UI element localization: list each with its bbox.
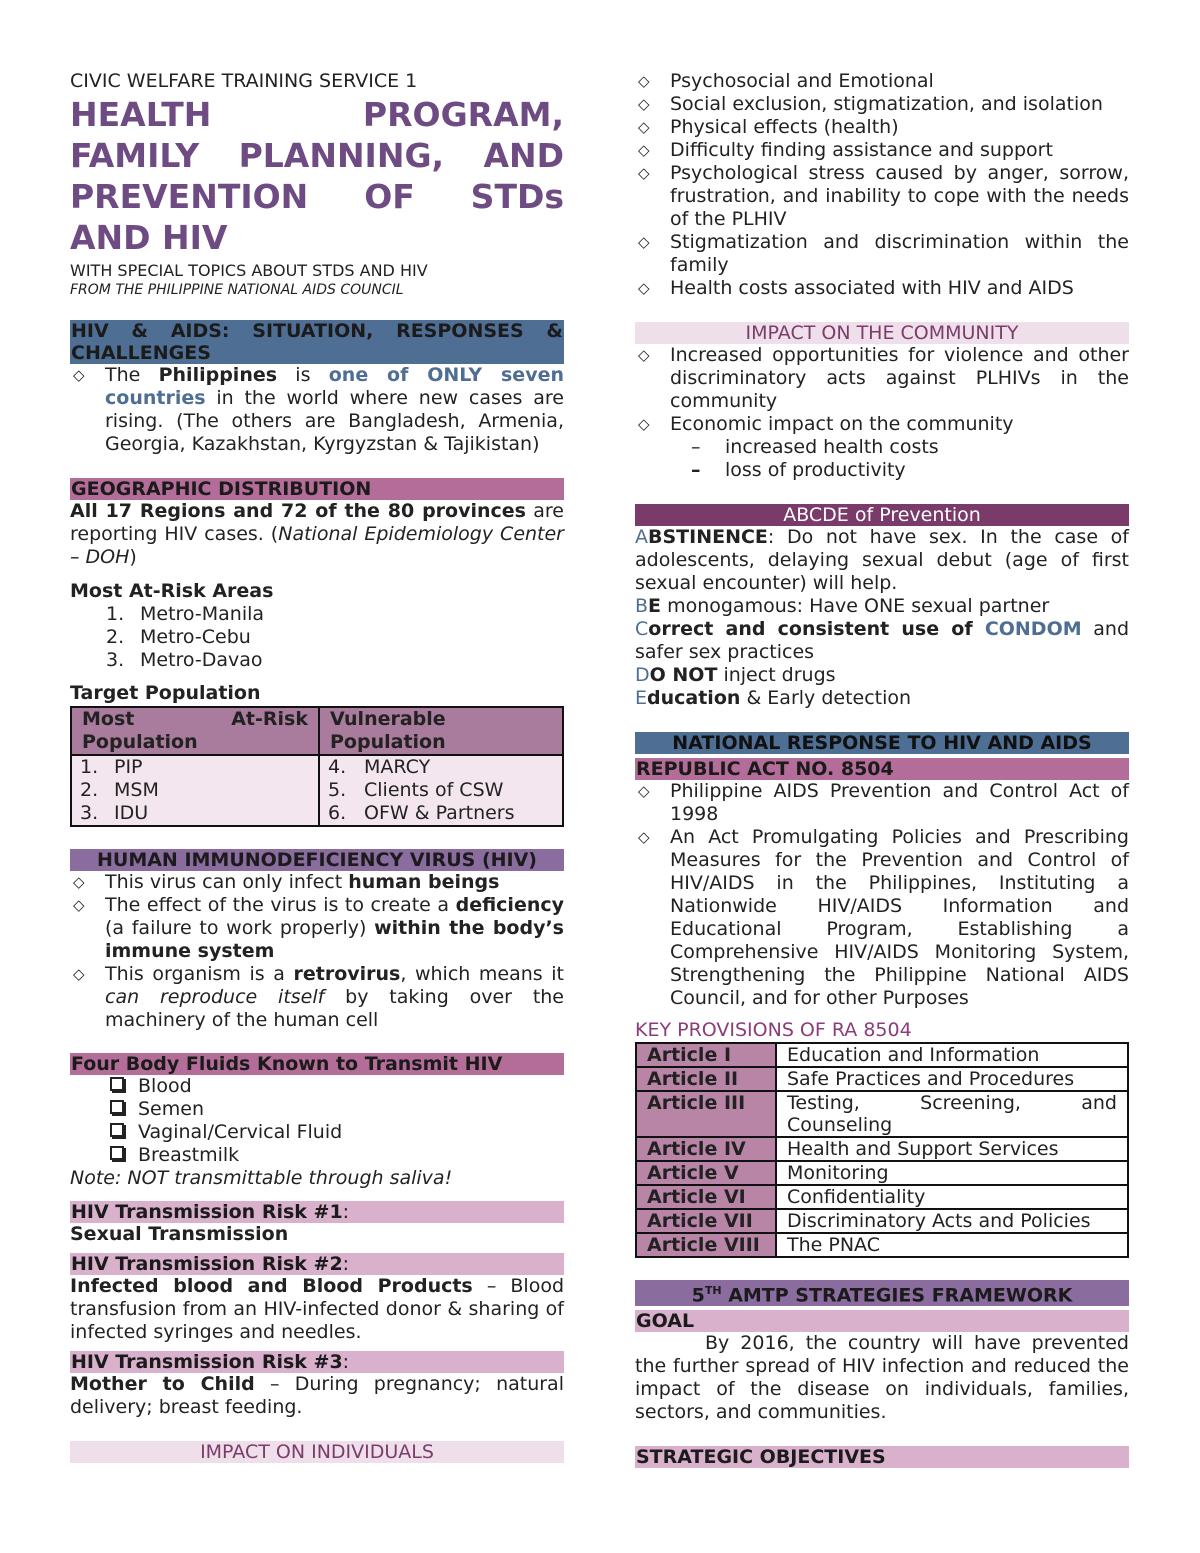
right-column <box>635 70 1129 1468</box>
fluids-note: Note: NOT transmittable through saliva! <box>70 1167 453 1189</box>
diamond-bullet-icon: ◇ <box>638 233 650 251</box>
table-cell: 1. PIP 2. MSM 3. IDU <box>71 755 319 826</box>
diamond-bullet-icon: ◇ <box>638 782 650 800</box>
abcde-do-not: DO NOT inject drugs <box>635 664 836 686</box>
goal-heading: GOAL <box>635 1310 1129 1332</box>
list-item: ◇ Difficulty finding assistance and support <box>638 139 1053 161</box>
table-cell: 4. MARCY 5. Clients of CSW 6. OFW & Partners <box>319 755 563 826</box>
diamond-bullet-icon: ◇ <box>638 72 650 90</box>
list-item: ◇ Increased opportunities for violence and other discriminatory acts against PLHIVs in the community <box>638 344 1129 412</box>
section-heading-impact-community: IMPACT ON THE COMMUNITY <box>635 322 1129 344</box>
section-heading-geo: GEOGRAPHIC DISTRIBUTION <box>70 478 564 500</box>
table-row: Article II Safe Practices and Procedures <box>636 1067 1128 1091</box>
impact-community-sublist <box>635 436 1129 482</box>
list-item: ◇ Psychosocial and Emotional <box>638 70 934 92</box>
diamond-bullet-icon: ◇ <box>73 965 85 983</box>
list-item: ◇ Physical effects (health) <box>638 116 899 138</box>
section-heading-amtp: 5TH AMTP STRATEGIES FRAMEWORK <box>635 1280 1129 1306</box>
section-heading-risk-2: HIV Transmission Risk #2: <box>70 1253 564 1275</box>
section-heading-national: NATIONAL RESPONSE TO HIV AND AIDS <box>635 732 1129 754</box>
target-population-table <box>70 706 564 827</box>
list-item: ◇ Economic impact on the community <box>638 413 1014 435</box>
table-row: Article I Education and Information <box>636 1043 1128 1067</box>
table-row: Article V Monitoring <box>636 1161 1128 1185</box>
section-heading-risk-1: HIV Transmission Risk #1: <box>70 1201 564 1223</box>
abcde-abstinence: ABSTINENCE: Do not have sex. In the case of adolescents, delaying sexual debut (age of first sexual encounter) will help. <box>635 526 1129 594</box>
impact-individuals-list <box>635 70 1129 300</box>
diamond-bullet-icon: ◇ <box>73 873 85 891</box>
list-item: ◇ The effect of the virus is to create a deficiency (a failure to work properly) within the body’s immune system <box>73 894 564 962</box>
diamond-bullet-icon: ◇ <box>638 828 650 846</box>
hiv-list <box>70 871 564 1032</box>
list-item: Breastmilk <box>70 1144 564 1167</box>
list-item: 1. Metro-Manila <box>106 603 265 625</box>
diamond-bullet-icon: ◇ <box>73 896 85 914</box>
provisions-table <box>635 1042 1129 1258</box>
objectives-heading: STRATEGIC OBJECTIVES <box>635 1446 1129 1468</box>
situation-list <box>70 364 564 456</box>
national-list <box>635 780 1129 1010</box>
diamond-bullet-icon: ◇ <box>638 141 650 159</box>
risk-1-text: Sexual Transmission <box>70 1223 289 1245</box>
list-item: 2. Metro-Cebu <box>106 626 251 648</box>
section-heading-ra: REPUBLIC ACT NO. 8504 <box>635 758 1129 780</box>
list-item: Vaginal/Cervical Fluid <box>70 1121 564 1144</box>
list-item: – loss of productivity <box>691 459 906 481</box>
abcde-be: BE monogamous: Have ONE sexual partner <box>635 595 1050 617</box>
list-item: ◇ The Philippines is one of ONLY seven countries in the world where new cases are rising. (The others are Bangladesh, Armenia, Georgia, Kazakhstan, Kyrgyzstan & Tajikistan) <box>73 364 564 455</box>
list-item: ◇ Psychological stress caused by anger, sorrow, frustration, and inability to cope with the needs of the PLHIV <box>638 162 1129 230</box>
at-risk-heading: Most At-Risk Areas <box>70 580 274 602</box>
list-item: ◇ This organism is a retrovirus, which means it can reproduce itself by taking over the machinery of the human cell <box>73 963 564 1031</box>
target-heading: Target Population <box>70 682 261 704</box>
at-risk-list <box>70 603 564 672</box>
goal-text: By 2016, the country will have prevented the further spread of HIV infection and reduced the impact of the disease on individuals, families, sectors, and communities. <box>635 1332 1129 1424</box>
table-row: Article III Testing, Screening, and Counseling <box>636 1091 1128 1137</box>
list-item: Blood <box>70 1075 564 1098</box>
risk-2-text: Infected blood and Blood Products – Blood transfusion from an HIV-infected donor & sharing of infected syringes and needles. <box>70 1275 565 1343</box>
list-item: ◇ Health costs associated with HIV and AIDS <box>638 277 1074 299</box>
diamond-bullet-icon: ◇ <box>638 415 650 433</box>
provisions-heading: KEY PROVISIONS OF RA 8504 <box>635 1019 912 1041</box>
list-item: ◇ Stigmatization and discrimination within the family <box>638 231 1129 276</box>
diamond-bullet-icon: ◇ <box>638 279 650 297</box>
abcde-correct: Correct and consistent use of CONDOM and safer sex practices <box>635 618 1130 663</box>
section-heading-impact-individuals: IMPACT ON INDIVIDUALS <box>70 1441 564 1463</box>
checkbox-square-icon <box>110 1077 124 1091</box>
list-item: 3. Metro-Davao <box>106 649 263 671</box>
checkbox-square-icon <box>110 1100 124 1114</box>
table-header: Vulnerable Population <box>319 707 563 755</box>
diamond-bullet-icon: ◇ <box>638 118 650 136</box>
list-item: ◇ This virus can only infect human beings <box>73 871 500 893</box>
table-row: Article VIII The PNAC <box>636 1233 1128 1257</box>
diamond-bullet-icon: ◇ <box>638 346 650 364</box>
table-header: Most At-Risk Population <box>71 707 319 755</box>
list-item: – increased health costs <box>691 436 939 458</box>
document-source: FROM THE PHILIPPINE NATIONAL AIDS COUNCIL <box>70 282 404 298</box>
section-heading-abcde: ABCDE of Prevention <box>635 504 1129 526</box>
diamond-bullet-icon: ◇ <box>638 164 650 182</box>
document-title: HEALTH PROGRAM, FAMILY PLANNING, AND PREVENTION OF STDs AND HIV <box>70 95 564 257</box>
impact-community-list <box>635 344 1129 436</box>
list-item: ◇ Philippine AIDS Prevention and Control Act of 1998 <box>638 780 1129 825</box>
section-heading-risk-3: HIV Transmission Risk #3: <box>70 1351 564 1373</box>
diamond-bullet-icon: ◇ <box>638 95 650 113</box>
list-item: ◇ An Act Promulgating Policies and Prescribing Measures for the Prevention and Control of HIV/AIDS in the Philippines, Instituting a Nationwide HIV/AIDS Information and Educational Program, Establishing a Comprehensive HIV/AIDS Monitoring System, Strengthening the Philippine National AIDS Council, and for other Purposes <box>638 826 1129 1009</box>
risk-3-text: Mother to Child – During pregnancy; natural delivery; breast feeding. <box>70 1373 564 1418</box>
table-row: Article VI Confidentiality <box>636 1185 1128 1209</box>
list-item: ◇ Social exclusion, stigmatization, and isolation <box>638 93 1103 115</box>
section-heading-hiv: HUMAN IMMUNODEFICIENCY VIRUS (HIV) <box>70 849 564 871</box>
left-column <box>70 70 564 1463</box>
table-row: Article VII Discriminatory Acts and Policies <box>636 1209 1128 1233</box>
diamond-bullet-icon: ◇ <box>73 366 85 384</box>
section-heading-fluids: Four Body Fluids Known to Transmit HIV <box>70 1053 564 1075</box>
checkbox-square-icon <box>110 1146 124 1160</box>
table-row: Article IV Health and Support Services <box>636 1137 1128 1161</box>
fluids-list <box>70 1075 564 1167</box>
checkbox-square-icon <box>110 1123 124 1137</box>
document-subtitle: WITH SPECIAL TOPICS ABOUT STDS AND HIV <box>70 261 428 280</box>
list-item: Semen <box>70 1098 564 1121</box>
abcde-education: Education & Early detection <box>635 687 912 709</box>
geo-text: All 17 Regions and 72 of the 80 provinces are reporting HIV cases. (National Epidemiology Center – DOH) <box>70 500 564 568</box>
course-title: CIVIC WELFARE TRAINING SERVICE 1 <box>70 70 418 92</box>
section-heading-situation: HIV & AIDS: SITUATION, RESPONSES & CHALLENGES <box>71 320 563 364</box>
